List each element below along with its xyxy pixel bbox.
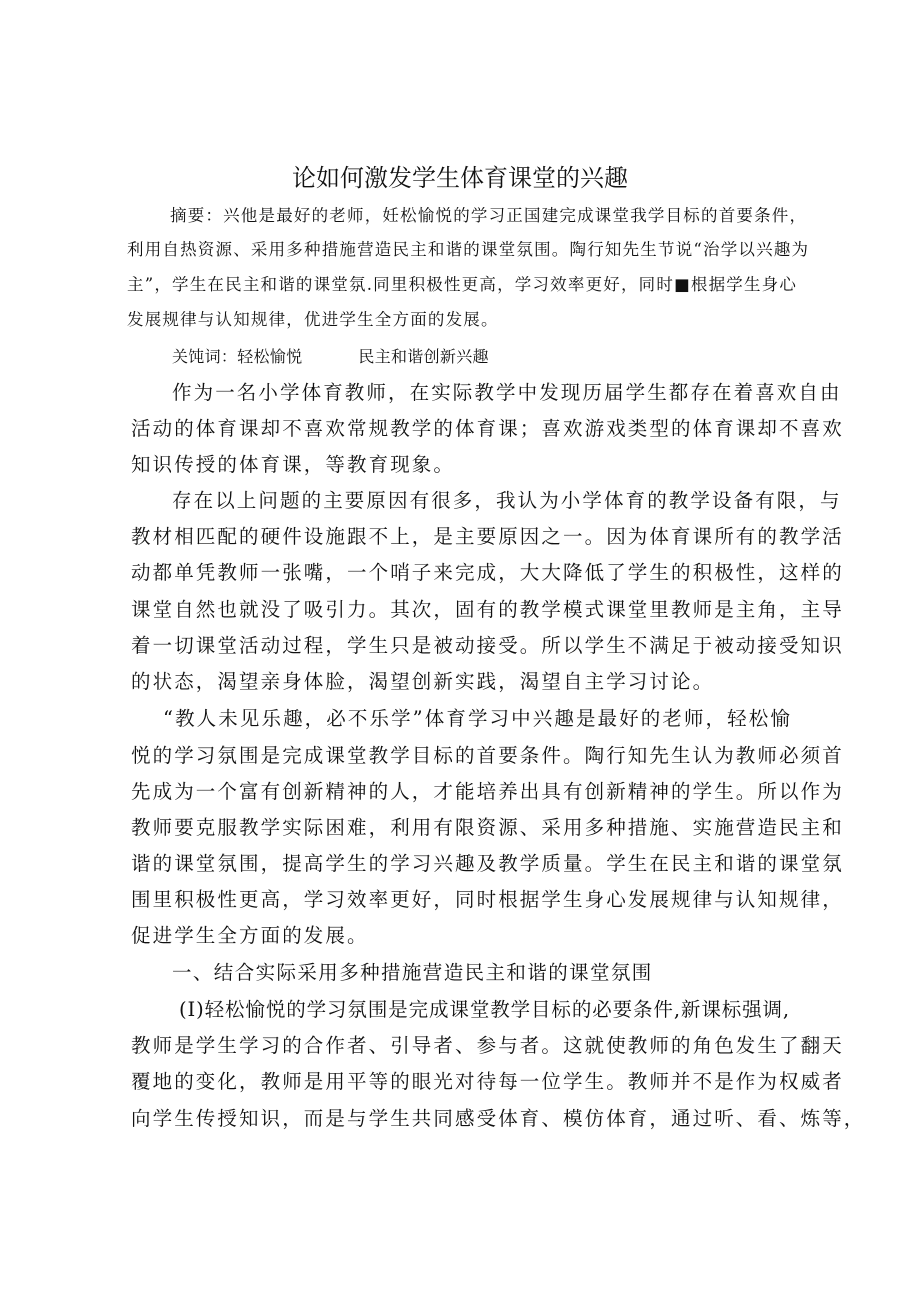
body-line: 覆地的变化，教师是用平等的眼光对待每一位学生。教师并不是作为权威者 <box>131 1070 844 1093</box>
body-line: “教人未见乐趣，必不乐学”体育学习中兴趣是最好的老师，轻松愉 <box>163 707 792 730</box>
body-line: 作为一名小学体育教师，在实际教学中发现历届学生都存在着喜欢自由 <box>172 381 842 404</box>
body-line: 存在以上问题的主要原因有很多，我认为小学体育的教学设备有限，与 <box>172 489 842 512</box>
body-line: 课堂自然也就没了吸引力。其次，固有的教学模式课堂里教师是主角，主导 <box>131 598 844 621</box>
body-line: 促进学生全方面的发展。 <box>131 924 369 947</box>
body-line: 教材相匹配的硬件设施跟不上，是主要原因之一。因为体育课所有的教学活 <box>131 525 844 548</box>
abstract-line: 摘要：兴他是最好的老师，妊松愉悦的学习正国建完成课堂我学目标的首要条件， <box>170 206 808 225</box>
body-line: 悦的学习氛围是完成课堂教学目标的首要条件。陶行知先生认为教师必须首 <box>131 744 844 767</box>
body-line: 先成为一个富有创新精神的人，才能培养出具有创新精神的学生。所以作为 <box>131 780 844 803</box>
keywords-rest: 民主和谐创新兴趣 <box>358 347 489 366</box>
body-line: 知识传授的体育课，等教育现象。 <box>131 453 456 476</box>
abstract-line: 主”，学生在民主和谐的课堂氛.同里积极性更高，学习效率更好，同时■根据学生身心 <box>127 275 798 294</box>
body-line: 着一切课堂活动过程，学生只是被动接受。所以学生不满足于被动接受知识 <box>131 634 844 657</box>
body-line: 教师要克服教学实际困难，利用有限资源、采用多种措施、实施营造民主和 <box>131 816 844 839</box>
body-line: 围里积极性更高，学习效率更好，同时根据学生身心发展规律与认知规律， <box>131 888 844 911</box>
page-title: 论如何激发学生体育课堂的兴趣 <box>292 164 628 192</box>
abstract-line: 利用自热资源、采用多种措施营造民主和谐的课堂氛围。陶行知先生节说“治学以兴趣为 <box>127 240 810 259</box>
body-line: 教师是学生学习的合作者、引导者、参与者。这就使教师的角色发生了翻天 <box>131 1034 844 1057</box>
body-line: 谐的课堂氛围，提高学生的学习兴趣及教学质量。学生在民主和谐的课堂氛 <box>131 852 844 875</box>
keywords-line <box>172 347 489 367</box>
body-line: 动都单凭教师一张嘴，一个哨子来完成，大大降低了学生的积极性，这样的 <box>131 561 844 584</box>
body-line: 的状态，渴望亲身体脸，渴望创新实践，渴望自主学习讨论。 <box>131 670 715 693</box>
body-line: 向学生传授知识，而是与学生共同感受体育、模仿体育，通过听、看、炼等， <box>131 1107 866 1130</box>
abstract-line: 发展规律与认知规律，优进学生全方面的发展。 <box>127 310 499 329</box>
keywords-label: 关饨词：轻松愉悦 <box>172 347 303 366</box>
section-heading: 一、结合实际采用多种措施营造民主和谐的课堂氛围 <box>172 961 653 984</box>
body-line: 活动的体育课却不喜欢常规教学的体育课；喜欢游戏类型的体育课却不喜欢 <box>131 417 844 440</box>
body-line: (I)轻松愉悦的学习氛围是完成课堂教学目标的必要条件,新课标强调, <box>179 998 791 1021</box>
